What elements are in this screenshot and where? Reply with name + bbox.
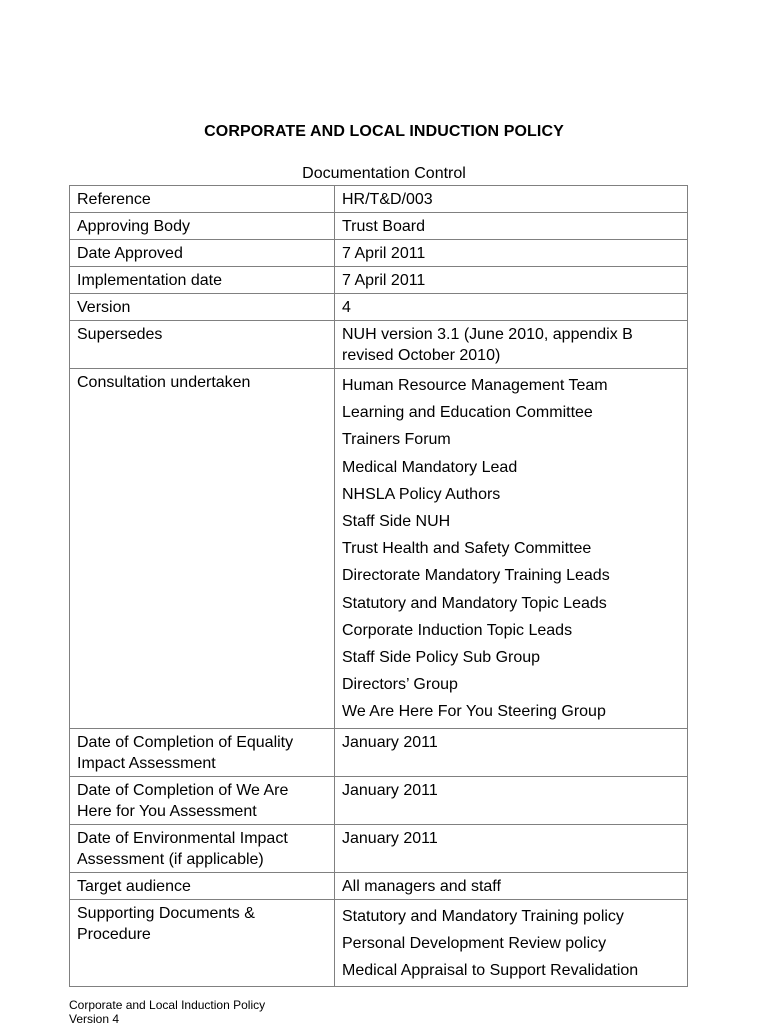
documentation-control-heading: Documentation Control: [302, 165, 466, 182]
documentation-control-table: [69, 185, 688, 987]
row-value-reference: [335, 186, 688, 213]
value-line: Trust Board: [342, 218, 425, 235]
consultee-item: Corporate Induction Topic Leads: [342, 621, 573, 639]
consultee-item: Statutory and Mandatory Topic Leads: [342, 594, 607, 612]
row-label-target-audience: Target audience: [70, 872, 335, 899]
table-row: [70, 824, 688, 872]
consultee-item: Trainers Forum: [342, 431, 451, 449]
table-row: [70, 872, 688, 899]
consultee-item: Staff Side Policy Sub Group: [342, 649, 541, 667]
table-row: [70, 899, 688, 987]
consultee-item: Trust Health and Safety Committee: [342, 540, 592, 558]
footer-version: Version 4: [69, 1012, 120, 1026]
page-footer: [69, 998, 265, 1026]
consultee-item: Directorate Mandatory Training Leads: [342, 567, 610, 585]
value-line: All managers and staff: [342, 877, 501, 895]
consultee-item: Human Resource Management Team: [342, 377, 608, 394]
value-line: 7 April 2011: [342, 272, 426, 289]
row-label-supersedes: Supersedes: [70, 321, 335, 369]
row-value-equality-impact-assessment: [335, 728, 688, 776]
row-value-we-are-here-for-you-assessment: [335, 776, 688, 824]
row-value-consultation-undertaken: [335, 369, 688, 729]
row-label-date-approved: Date Approved: [70, 240, 335, 267]
consultee-item: Medical Mandatory Lead: [342, 458, 518, 476]
consultee-item: Directors’ Group: [342, 676, 458, 694]
value-line: January 2011: [342, 781, 438, 799]
supporting-document-item: Statutory and Mandatory Training policy: [342, 907, 624, 925]
table-row: [70, 267, 688, 294]
row-label-approving-body: Approving Body: [70, 213, 335, 240]
row-value-date-approved: [335, 240, 688, 267]
supporting-document-item: Personal Development Review policy: [342, 934, 607, 952]
consultee-item: NHSLA Policy Authors: [342, 485, 501, 503]
row-value-supersedes: [335, 321, 688, 369]
row-label-supporting-documents: Supporting Documents & Procedure: [70, 899, 335, 987]
row-label-we-are-here-for-you-assessment: Date of Completion of We Are Here for You Assessment: [70, 776, 335, 824]
value-line: January 2011: [342, 733, 438, 751]
row-label-environmental-impact-assessment: Date of Environmental Impact Assessment (if applicable): [70, 824, 335, 872]
row-value-supporting-documents: [335, 899, 688, 987]
row-value-implementation-date: [335, 267, 688, 294]
row-label-version: Version: [70, 294, 335, 321]
table-row: [70, 776, 688, 824]
consultee-item: We Are Here For You Steering Group: [342, 703, 606, 721]
row-value-version: [335, 294, 688, 321]
row-value-environmental-impact-assessment: [335, 824, 688, 872]
value-line: January 2011: [342, 829, 438, 847]
consultee-item: Learning and Education Committee: [342, 404, 593, 422]
row-label-consultation-undertaken: Consultation undertaken: [70, 369, 335, 729]
table-row: [70, 186, 688, 213]
row-label-implementation-date: Implementation date: [70, 267, 335, 294]
row-label-reference: Reference: [70, 186, 335, 213]
row-label-equality-impact-assessment: Date of Completion of Equality Impact Assessment: [70, 728, 335, 776]
table-row: [70, 294, 688, 321]
row-value-target-audience: [335, 872, 688, 899]
row-value-approving-body: [335, 213, 688, 240]
value-line: 7 April 2011: [342, 245, 426, 262]
table-row: [70, 369, 688, 729]
table-row: [70, 213, 688, 240]
value-line: 4: [342, 299, 351, 316]
supporting-document-item: Medical Appraisal to Support Revalidation: [342, 962, 639, 980]
table-row: [70, 728, 688, 776]
consultee-item: Staff Side NUH: [342, 513, 451, 531]
table-row: [70, 321, 688, 369]
table-row: [70, 240, 688, 267]
footer-document-name: Corporate and Local Induction Policy: [69, 998, 266, 1012]
value-line: HR/T&D/003: [342, 191, 433, 208]
value-line: NUH version 3.1 (June 2010, appendix B revised October 2010): [342, 326, 633, 364]
document-title: CORPORATE AND LOCAL INDUCTION POLICY: [204, 123, 564, 140]
